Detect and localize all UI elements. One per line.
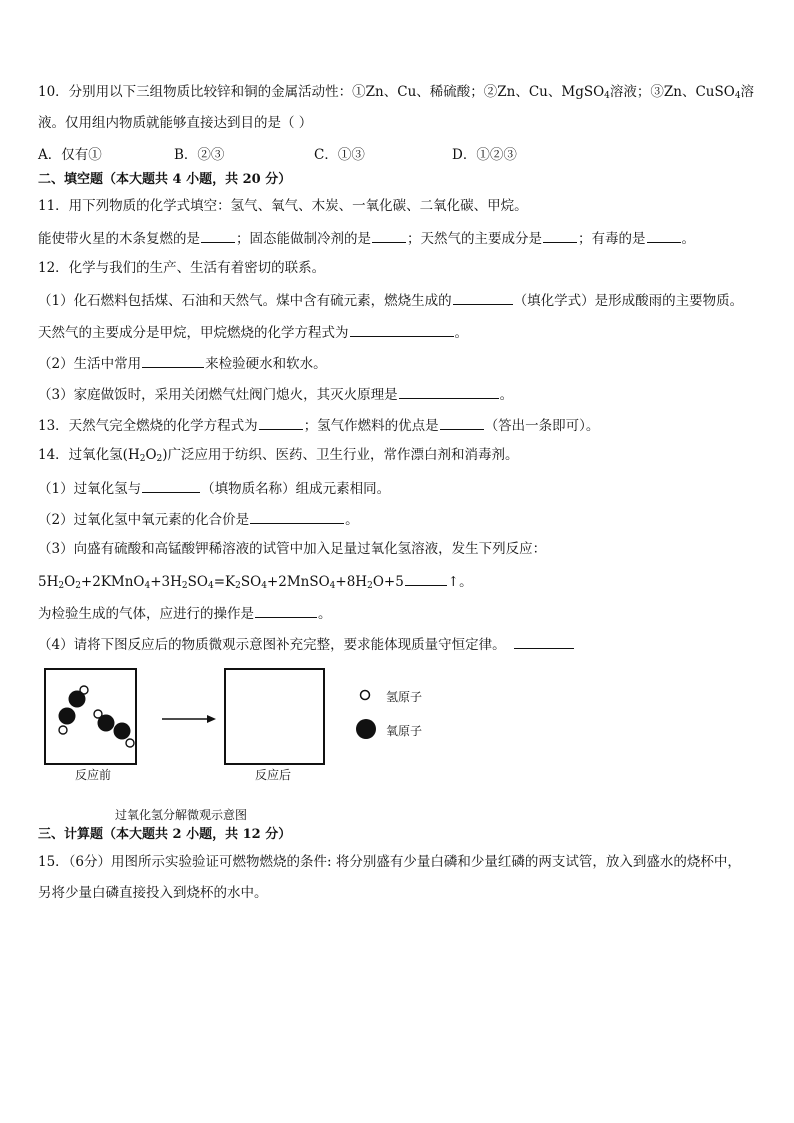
q15-line1: 15．（6分）用图所示实验验证可燃物燃烧的条件: 将分别盛有少量白磷和少量红磷的两支试管，放入到盛水的烧杯中，: [38, 854, 741, 870]
q14-line7: （4）请将下图反应后的物质微观示意图补充完整，要求能体现质量守恒定律。: [38, 634, 575, 654]
q11-blank-1[interactable]: [201, 228, 235, 243]
legend-oxygen-label: 氧原子: [386, 724, 423, 738]
q14-equation-blank[interactable]: [405, 571, 447, 586]
q11-blank-2[interactable]: [372, 228, 406, 243]
after-label: 反应后: [255, 768, 292, 782]
q12-line1: 12．化学与我们的生产、生活有着密切的联系。: [38, 260, 326, 276]
figure-caption: 过氧化氢分解微观示意图: [115, 808, 248, 822]
q14-line3: （2）过氧化氢中氧元素的化合价是 。: [38, 509, 359, 529]
q12-blank-2[interactable]: [350, 322, 454, 337]
hydrogen-peroxide-molecules: [46, 670, 135, 763]
oxygen-atom-legend-icon: [355, 718, 377, 740]
q12-blank-4[interactable]: [399, 384, 499, 399]
oxygen-atom: [59, 708, 76, 725]
before-label: 反应前: [75, 768, 112, 782]
q12-blank-1[interactable]: [453, 290, 513, 305]
reaction-before-box: [44, 668, 137, 765]
reaction-after-box[interactable]: [224, 668, 325, 765]
q13-line: 13．天然气完全燃烧的化学方程式为 ；氢气作燃料的优点是 （答出一条即可）。: [38, 415, 599, 435]
q14-blank-2[interactable]: [250, 509, 344, 524]
oxygen-atom: [114, 723, 131, 740]
oxygen-atom: [69, 691, 86, 708]
q11-line1: 11．用下列物质的化学式填空：氢气、氧气、木炭、一氧化碳、二氧化碳、甲烷。: [38, 198, 528, 214]
hydrogen-atom: [59, 726, 67, 734]
q14-line2: （1）过氧化氢与 （填物质名称）组成元素相同。: [38, 478, 390, 498]
q10-option-c[interactable]: C．①③: [314, 147, 365, 163]
q10-option-d[interactable]: D．①②③: [452, 147, 517, 163]
q12-line4: （2）生活中常用 来检验硬水和软水。: [38, 353, 327, 373]
q10-options: [38, 146, 758, 164]
q10-option-a[interactable]: A．仅有①: [38, 147, 102, 163]
q15-line2: 另将少量白磷直接投入到烧杯的水中。: [38, 885, 268, 901]
section-3-heading: 三、计算题（本大题共 2 小题，共 12 分）: [38, 827, 292, 842]
q10-line1: 10．分别用以下三组物质比较锌和铜的金属活动性：①Zn、Cu、稀硫酸；②Zn、Cu、MgSO$_4$溶液；③Zn、CuSO$_4$溶: [38, 84, 755, 101]
q14-line1: 14．过氧化氢$(H_2O_2)$广泛应用于纺织、医药、卫生行业，常作漂白剂和消毒剂。: [38, 447, 519, 464]
q14-line6: 为检验生成的气体，应进行的操作是 。: [38, 603, 332, 623]
q14-blank-3[interactable]: [255, 603, 317, 618]
q11-blank-3[interactable]: [543, 228, 577, 243]
legend-hydrogen-label: 氢原子: [386, 690, 423, 704]
section-2-heading: 二、填空题（本大题共 4 小题，共 20 分）: [38, 172, 292, 187]
oxygen-atom: [98, 715, 115, 732]
q11-line2: 能使带火星的木条复燃的是 ；固态能做制冷剂的是 ；天然气的主要成分是 ；有毒的是 。: [38, 228, 695, 248]
q13-blank-2[interactable]: [440, 415, 484, 430]
q10-option-b[interactable]: B．②③: [174, 147, 225, 163]
q13-blank-1[interactable]: [259, 415, 303, 430]
q11-blank-4[interactable]: [647, 228, 681, 243]
q14-line4: （3）向盛有硫酸和高锰酸钾稀溶液的试管中加入足量过氧化氢溶液，发生下列反应：: [38, 541, 547, 557]
hydrogen-atom-legend-icon: [358, 688, 372, 702]
q14-blank-4[interactable]: [514, 634, 574, 649]
q12-line2: （1）化石燃料包括煤、石油和天然气。煤中含有硫元素，燃烧生成的 （填化学式）是形成酸雨的主要物质。: [38, 290, 743, 310]
q12-line5: （3）家庭做饭时，采用关闭燃气灶阀门熄火，其灭火原理是 。: [38, 384, 513, 404]
q12-line3: 天然气的主要成分是甲烷，甲烷燃烧的化学方程式为 。: [38, 322, 468, 342]
q14-blank-1[interactable]: [142, 478, 200, 493]
q12-blank-3[interactable]: [142, 353, 204, 368]
q10-line2: 液。仅用组内物质就能够直接达到目的是（ ）: [38, 115, 313, 131]
hydrogen-atom: [126, 739, 134, 747]
q14-equation: $5H_2O_2+2KMnO_4+3H_2SO_4=K_2SO_4+2MnSO_4+8H_2O+5$ ↑。: [38, 571, 473, 591]
arrow-right-icon: [160, 712, 218, 726]
